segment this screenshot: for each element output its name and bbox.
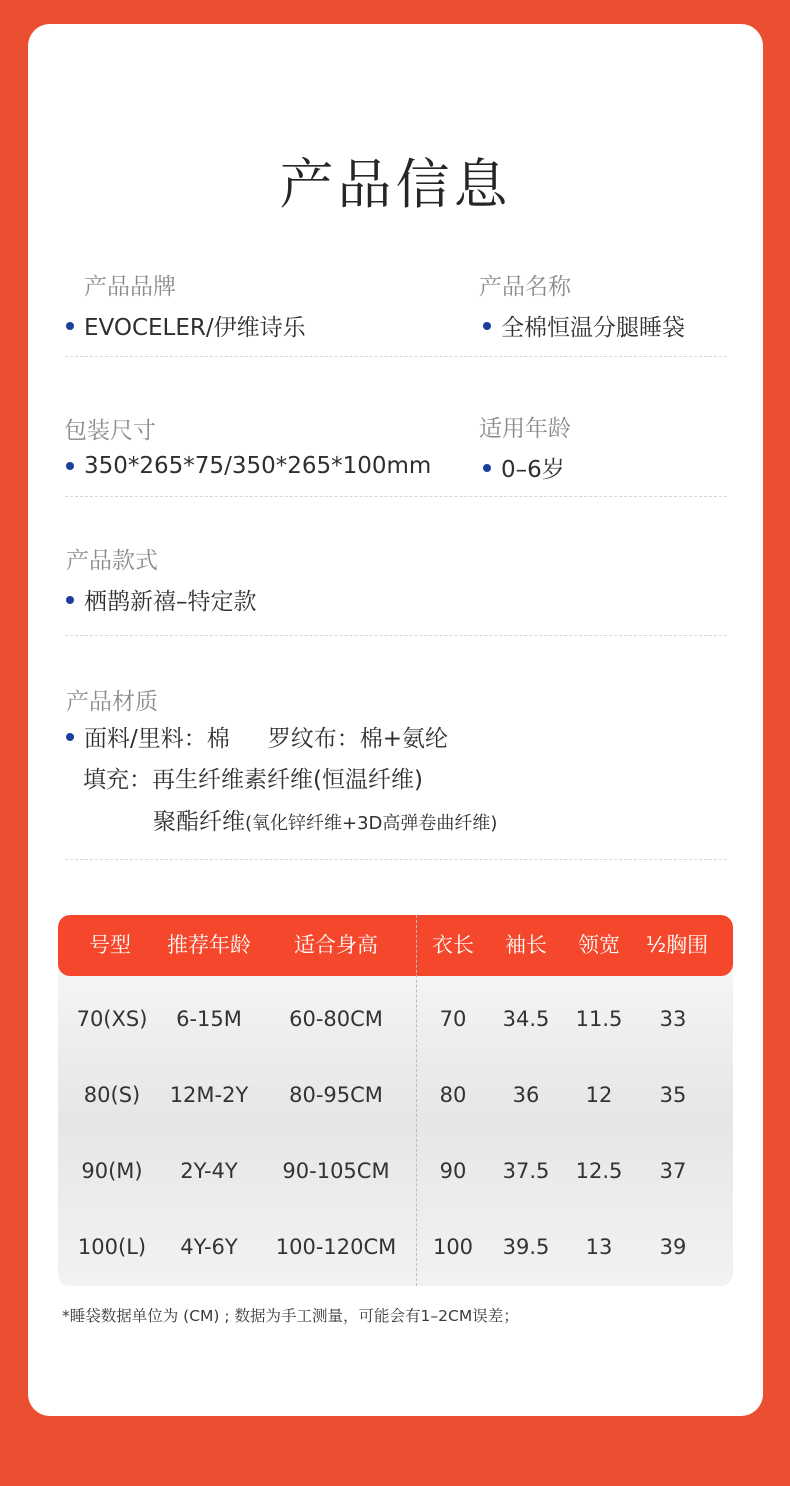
header-length: 衣长	[432, 933, 474, 957]
cell-length: 70	[439, 1007, 467, 1031]
product-name-value: 全棉恒温分腿睡袋	[501, 315, 685, 341]
brand-label: 产品品牌	[84, 274, 176, 300]
cell-length: 100	[432, 1235, 474, 1259]
column-divider	[416, 915, 417, 1286]
age-range-label: 适用年龄	[479, 416, 571, 442]
product-name-value-row	[483, 309, 685, 342]
divider	[65, 859, 727, 860]
material-label: 产品材质	[66, 689, 158, 715]
page-title: 产品信息	[279, 153, 512, 216]
material-line-3	[153, 803, 497, 836]
age-range-field	[479, 410, 571, 484]
package-size-value: 350*265*75/350*265*100mm	[84, 453, 432, 479]
cell-height: 60-80CM	[289, 1007, 383, 1031]
header-collar: 领宽	[578, 933, 620, 957]
product-name-label: 产品名称	[479, 274, 571, 300]
material-line-1	[66, 720, 448, 753]
cell-length: 90	[439, 1159, 467, 1183]
cell-age: 6-15M	[176, 1007, 242, 1031]
style-field	[66, 542, 257, 616]
product-name-field	[479, 268, 685, 342]
cell-age: 12M-2Y	[169, 1083, 249, 1107]
bullet-icon	[483, 464, 491, 472]
cell-sleeve: 39.5	[502, 1235, 550, 1259]
cell-size: 100(L)	[77, 1235, 147, 1259]
cell-collar: 12	[585, 1083, 613, 1107]
package-size-value-row	[66, 453, 431, 479]
divider	[65, 635, 727, 636]
cell-size: 90(M)	[81, 1159, 143, 1183]
age-range-value-row	[483, 451, 571, 484]
cell-collar: 13	[585, 1235, 613, 1259]
cell-sleeve: 34.5	[502, 1007, 550, 1031]
package-size-label: 包装尺寸	[64, 418, 156, 444]
bullet-icon	[66, 322, 74, 330]
bullet-icon	[66, 596, 74, 604]
bullet-icon	[483, 322, 491, 330]
package-size-field	[64, 412, 431, 479]
material-line-2	[83, 761, 423, 794]
divider	[65, 496, 727, 497]
header-chest: ½胸围	[645, 933, 709, 957]
size-table-header	[58, 915, 733, 976]
brand-value: EVOCELER/伊维诗乐	[84, 315, 306, 341]
header-age: 推荐年龄	[167, 933, 251, 957]
header-size: 号型	[89, 933, 131, 957]
header-height: 适合身高	[294, 933, 378, 957]
cell-height: 80-95CM	[289, 1083, 383, 1107]
cell-height: 100-120CM	[275, 1235, 397, 1259]
cell-sleeve: 37.5	[502, 1159, 550, 1183]
cell-age: 4Y-6Y	[180, 1235, 238, 1259]
cell-sleeve: 36	[512, 1083, 540, 1107]
style-label: 产品款式	[66, 548, 158, 574]
material-rib: 罗纹布：棉+氨纶	[267, 726, 449, 752]
header-sleeve: 袖长	[505, 933, 547, 957]
cell-height: 90-105CM	[282, 1159, 390, 1183]
size-table	[58, 915, 733, 1286]
cell-length: 80	[439, 1083, 467, 1107]
style-value-row	[66, 583, 257, 616]
footnote: *睡袋数据单位为 (CM) ; 数据为手工测量，可能会有1–2CM误差；	[62, 1307, 519, 1325]
style-value: 栖鹊新禧–特定款	[84, 589, 257, 615]
cell-chest: 37	[659, 1159, 687, 1183]
cell-chest: 35	[659, 1083, 687, 1107]
material-filling: 填充：再生纤维素纤维(恒温纤维)	[83, 767, 423, 793]
cell-chest: 33	[659, 1007, 687, 1031]
material-fabric: 面料/里料：棉	[84, 726, 230, 752]
cell-size: 80(S)	[83, 1083, 141, 1107]
cell-size: 70(XS)	[76, 1007, 148, 1031]
product-info-card	[28, 24, 763, 1416]
material-field	[66, 683, 158, 716]
cell-chest: 39	[659, 1235, 687, 1259]
cell-age: 2Y-4Y	[180, 1159, 238, 1183]
brand-field	[84, 268, 306, 342]
age-range-value: 0–6岁	[501, 457, 565, 483]
cell-collar: 11.5	[575, 1007, 623, 1031]
divider	[65, 356, 727, 357]
material-polyester-note: (氧化锌纤维+3D高弹卷曲纤维)	[245, 813, 498, 834]
brand-value-row	[66, 309, 306, 342]
material-polyester: 聚酯纤维	[153, 809, 245, 835]
bullet-icon	[66, 733, 74, 741]
cell-collar: 12.5	[575, 1159, 623, 1183]
bullet-icon	[66, 462, 74, 470]
